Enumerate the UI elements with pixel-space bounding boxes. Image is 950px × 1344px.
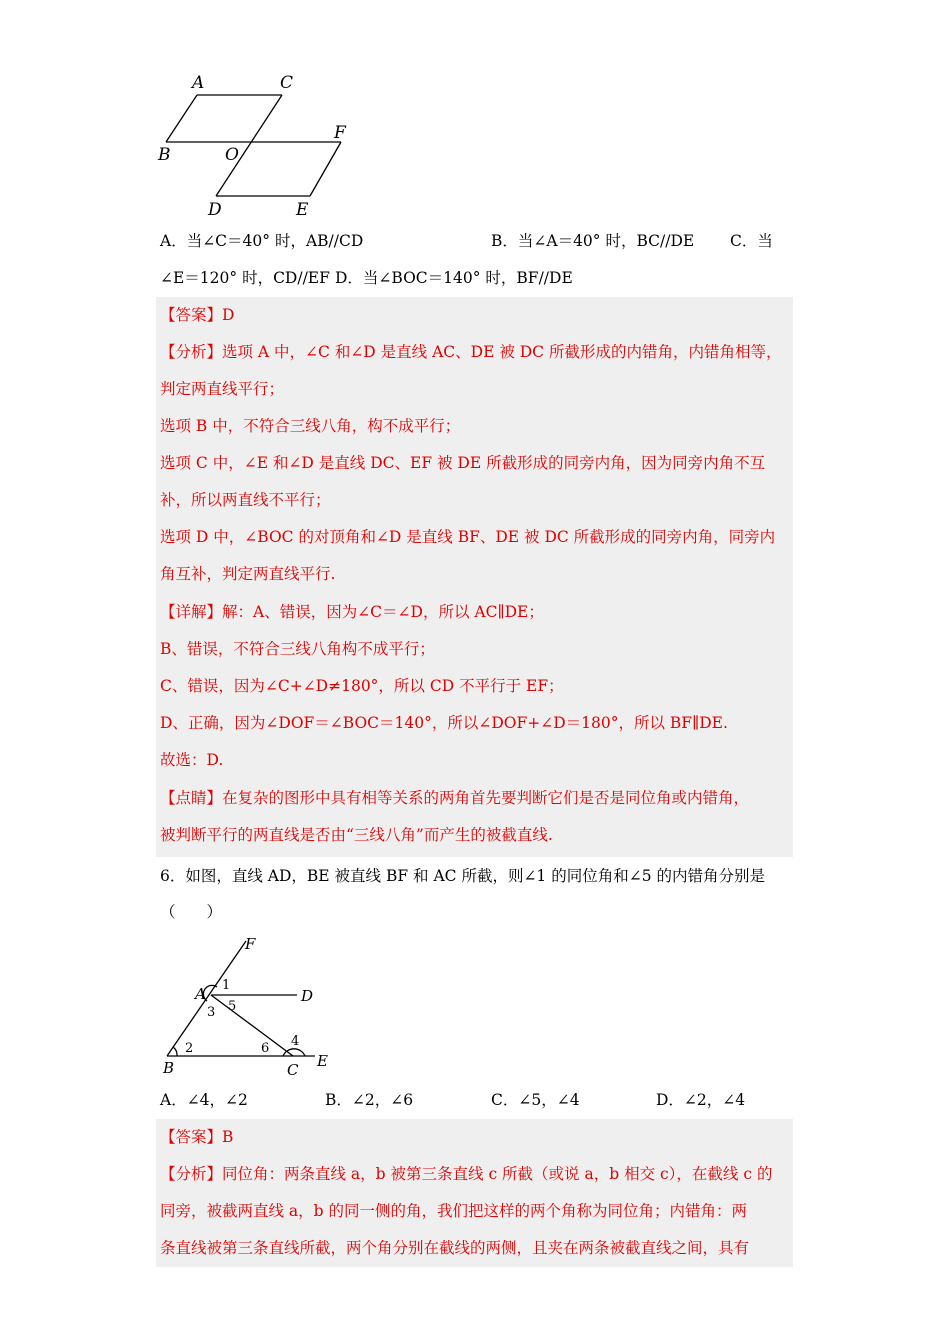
figure-parallelograms	[150, 70, 360, 220]
q5-analysis-line3: 选项 B 中，不符合三线八角，构不成平行；	[160, 417, 461, 435]
q5-analysis-line7: 角互补，判定两直线平行.	[160, 565, 336, 583]
q6-option-a: A．∠4，∠2	[160, 1091, 248, 1109]
q5-choose: 故选：D.	[160, 751, 224, 769]
fig1-label-o: O	[225, 145, 239, 165]
figure-transversals	[155, 935, 345, 1080]
fig1-label-c: C	[280, 73, 294, 93]
q5-option-d: D．当∠BOC＝140° 时，BF//DE	[335, 269, 573, 287]
q6-stem: 6．如图，直线 AD，BE 被直线 BF 和 AC 所截，则∠1 的同位角和∠5 的内错角分别是	[160, 867, 766, 885]
q6-analysis-line1: 【分析】同位角：两条直线 a，b 被第三条直线 c 所截（或说 a，b 相交 c），在截线 c 的	[160, 1165, 773, 1183]
q6-paren: （ ）	[160, 903, 223, 921]
fig2-label-4: 4	[291, 1034, 300, 1049]
q5-option-a: A．当∠C＝40° 时，AB//CD	[160, 232, 364, 250]
q6-option-c: C．∠5，∠4	[491, 1091, 580, 1109]
fig1-label-f: F	[334, 123, 346, 143]
q5-detail-line1: 【详解】解：A、错误，因为∠C＝∠D，所以 AC∥DE；	[160, 603, 544, 621]
q5-analysis-line6: 选项 D 中，∠BOC 的对顶角和∠D 是直线 BF、DE 被 DC 所截形成的同旁内角，同旁内	[160, 528, 776, 546]
fig2-label-f: F	[245, 935, 256, 953]
fig2-label-b: B	[163, 1059, 175, 1077]
fig1-label-e: E	[296, 200, 309, 220]
fig2-label-3: 3	[207, 1005, 216, 1020]
fig2-label-d: D	[301, 987, 314, 1005]
q5-analysis-line2: 判定两直线平行；	[160, 380, 285, 398]
fig2-label-2: 2	[185, 1041, 194, 1056]
q6-analysis-line2: 同旁，被截两直线 a，b 的同一侧的角，我们把这样的两个角称为同位角；内错角：两	[160, 1202, 748, 1220]
q5-option-b: B．当∠A＝40° 时，BC//DE	[491, 232, 695, 250]
q5-tip-line1: 【点睛】在复杂的图形中具有相等关系的两角首先要判断它们是否是同位角或内错角，	[160, 789, 750, 807]
fig1-label-a: A	[192, 73, 205, 93]
q5-detail-line2: B、错误，不符合三线八角构不成平行；	[160, 640, 435, 658]
fig2-label-1: 1	[222, 978, 231, 993]
q5-answer: 【答案】D	[160, 306, 235, 324]
q6-solution-box	[156, 1119, 793, 1267]
fig2-label-e: E	[317, 1052, 328, 1070]
q5-analysis-line1: 【分析】选项 A 中，∠C 和∠D 是直线 AC、DE 被 DC 所截形成的内错角，内错角相等，	[160, 343, 782, 361]
fig2-label-6: 6	[261, 1041, 270, 1056]
q5-tip-line2: 被判断平行的两直线是否由“三线八角”而产生的被截直线.	[160, 826, 553, 844]
q6-option-d: D．∠2，∠4	[656, 1091, 746, 1109]
q5-analysis-line5: 补，所以两直线不平行；	[160, 491, 331, 509]
q6-analysis-line3: 条直线被第三条直线所截，两个角分别在截线的两侧，且夹在两条被截直线之间，具有	[160, 1239, 750, 1257]
q5-detail-line4: D、正确，因为∠DOF＝∠BOC＝140°，所以∠DOF+∠D＝180°，所以 BF∥DE.	[160, 714, 728, 732]
q6-answer: 【答案】B	[160, 1128, 234, 1146]
fig1-label-d: D	[208, 200, 222, 220]
fig2-label-c: C	[287, 1061, 299, 1079]
q5-option-c-end: ∠E＝120° 时，CD//EF	[160, 269, 330, 287]
fig2-label-a: A	[195, 985, 206, 1003]
q5-solution-box	[156, 297, 793, 857]
q5-detail-line3: C、错误，因为∠C+∠D≠180°，所以 CD 不平行于 EF；	[160, 677, 564, 695]
q5-option-c-start: C．当	[730, 232, 773, 250]
fig1-label-b: B	[158, 145, 171, 165]
q6-option-b: B．∠2，∠6	[325, 1091, 414, 1109]
q5-analysis-line4: 选项 C 中，∠E 和∠D 是直线 DC、EF 被 DE 所截形成的同旁内角，因为同旁内角不互	[160, 454, 766, 472]
fig2-label-5: 5	[228, 999, 237, 1014]
